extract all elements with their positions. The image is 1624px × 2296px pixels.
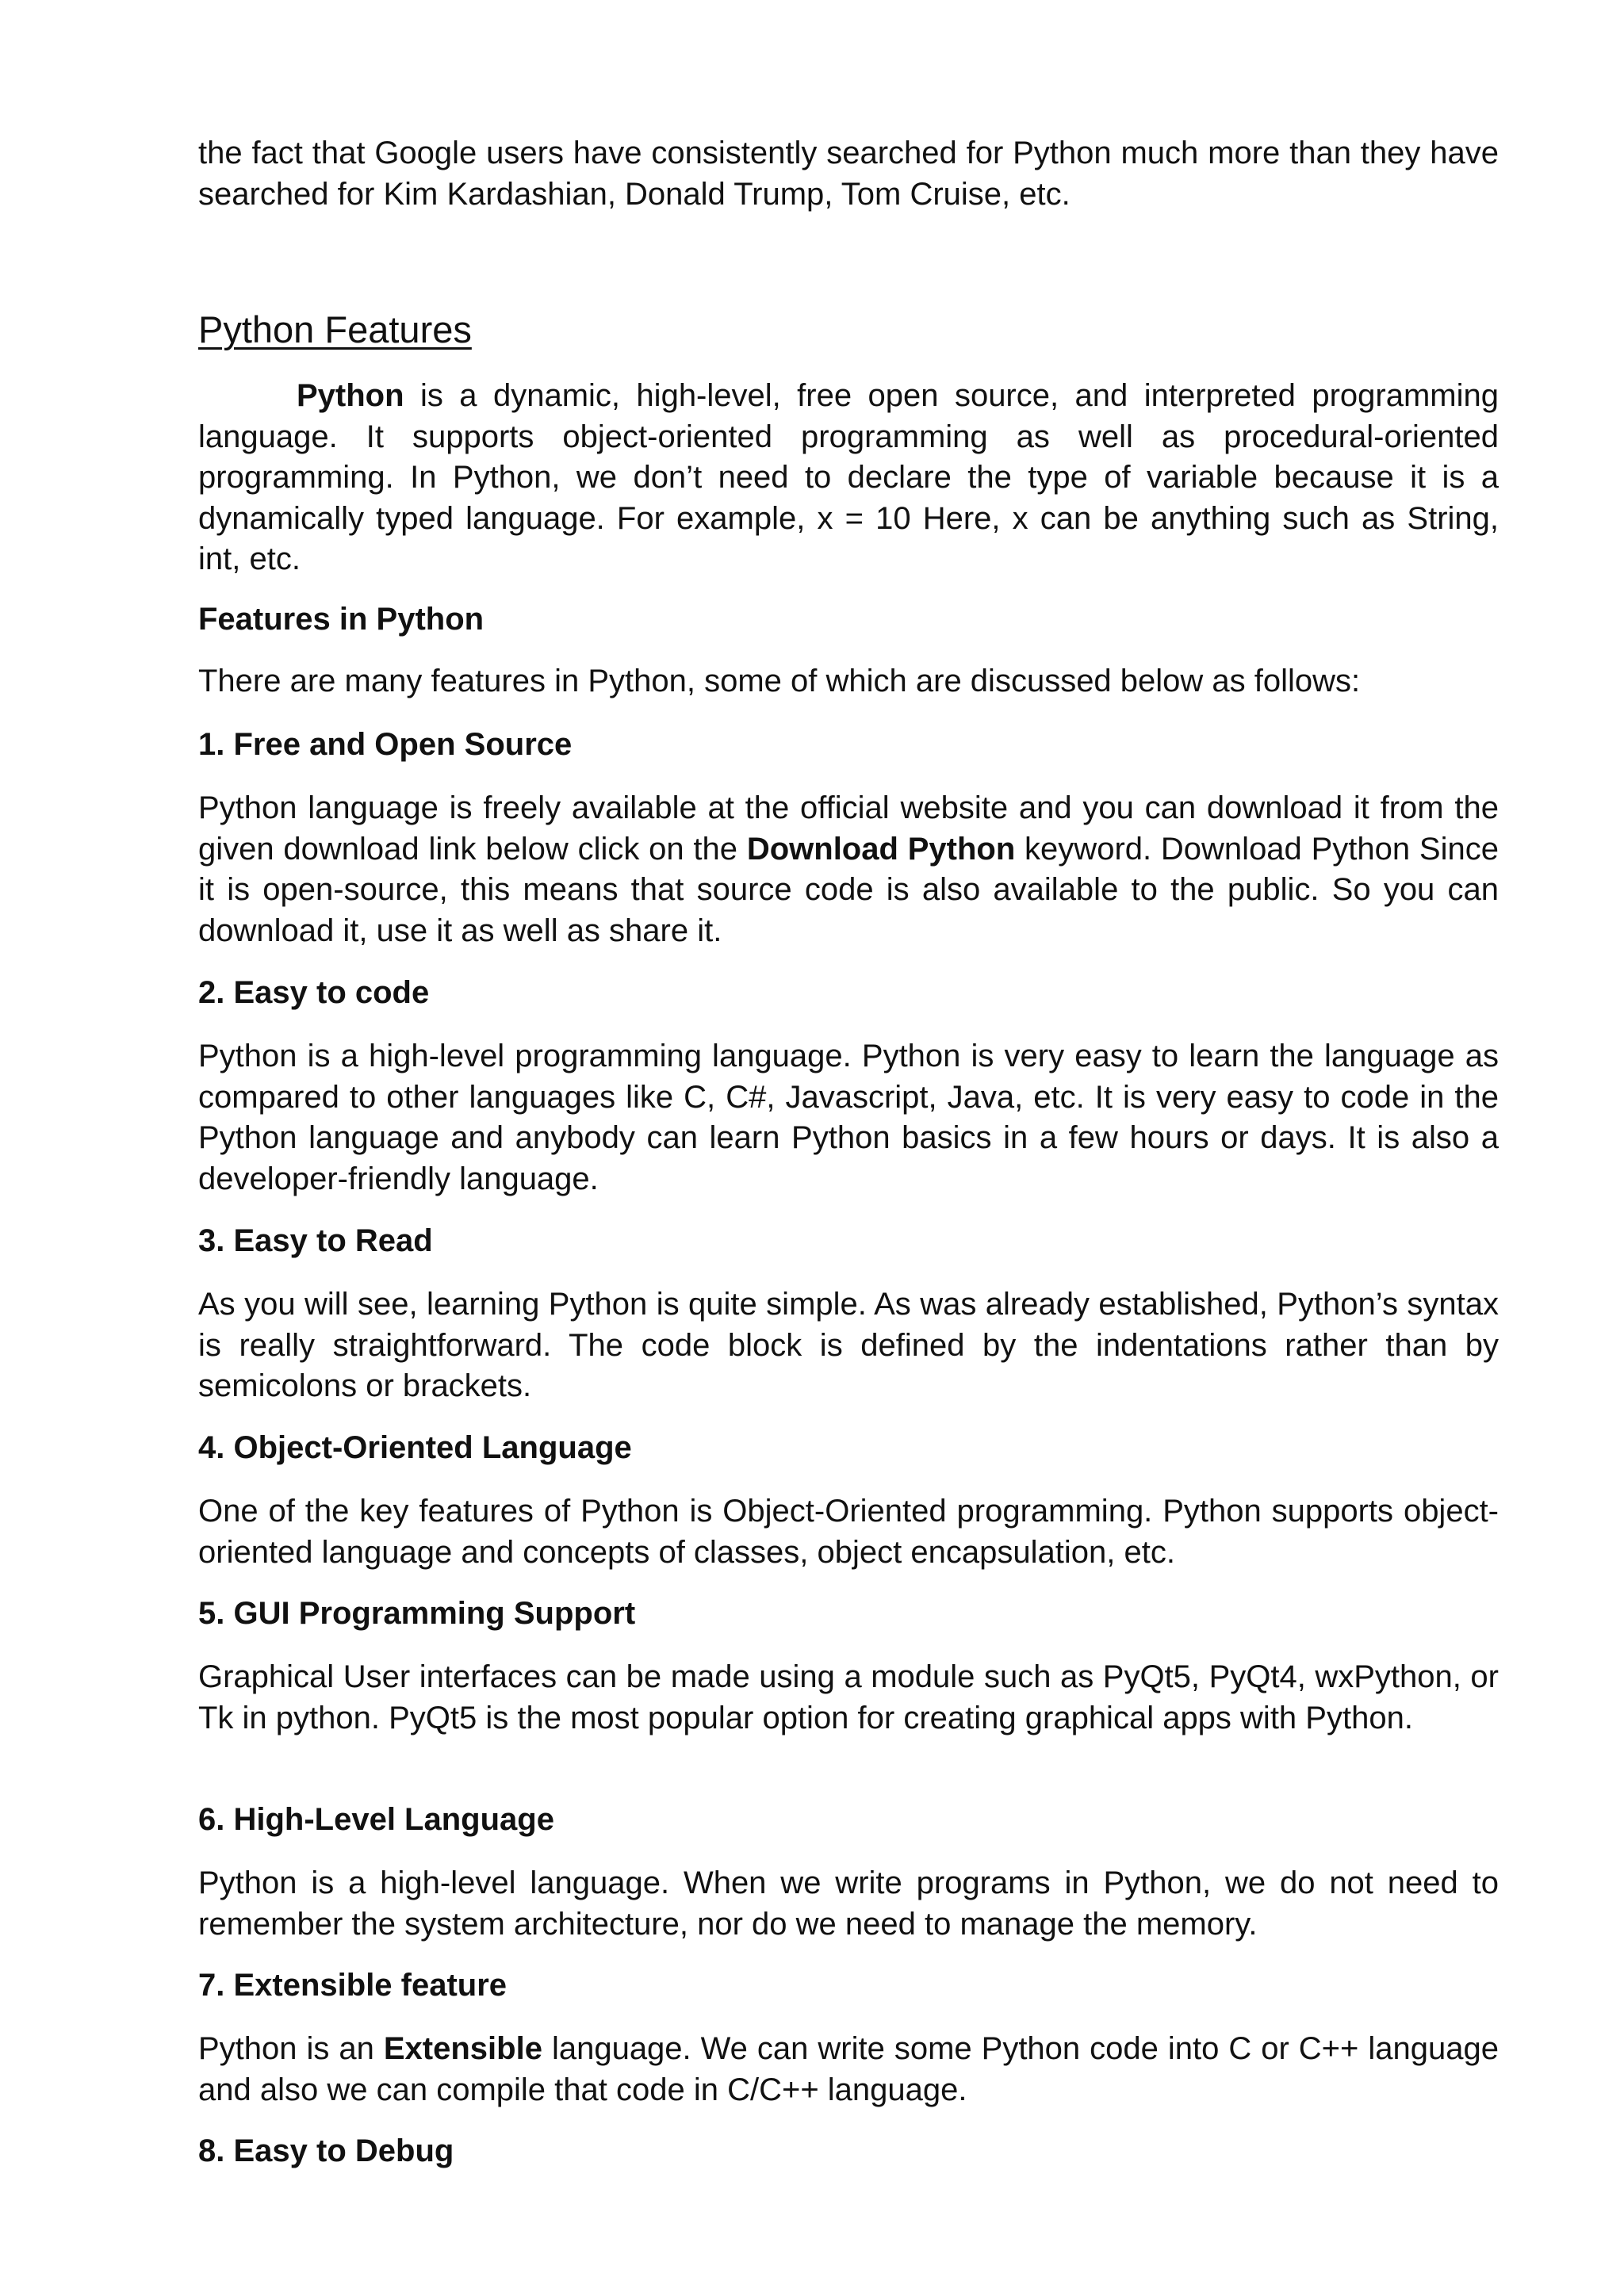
feature-heading-6: 6. High-Level Language	[198, 1802, 554, 1837]
feature-paragraph-5: Graphical User interfaces can be made using a module such as PyQt5, PyQt4, wxPython, or Tk in python. PyQt5 is the most popular option for creating graphical apps with Python.	[198, 1659, 1499, 1735]
features-heading: Features in Python	[198, 602, 485, 637]
section-title: Python Features	[198, 308, 472, 350]
feature-heading-8: 8. Easy to Debug	[198, 2133, 454, 2168]
overview-paragraph	[198, 376, 1499, 580]
feature-bold-term: Download Python	[746, 831, 1016, 867]
feature-paragraph-1	[198, 788, 1499, 951]
feature-heading-1: 1. Free and Open Source	[198, 727, 573, 762]
feature-paragraph-3: As you will see, learning Python is quite simple. As was already established, Python’s syntax is really straightforward. The code block is defined by the indentations rather than by semicolons or brackets.	[198, 1287, 1499, 1403]
feature-bold-term: Extensible	[383, 2031, 542, 2066]
overview-text: is a dynamic, high-level, free open source, and interpreted programming language. It supports object-oriented programming as well as procedural-oriented programming. In Python, we don’t need to declare the type of variable because it is a dynamically typed language. For example, x = 10 Here, x can be anything such as String, int, etc.	[198, 378, 1499, 576]
feature-heading-2: 2. Easy to code	[198, 975, 430, 1010]
feature-text: keyword. Download Python Since it is open-source, this means that source code is also available to the public. So you can download it, use it as well as share it.	[198, 831, 1499, 948]
features-intro: There are many features in Python, some of which are discussed below as follows:	[198, 664, 1361, 698]
feature-paragraph-7	[198, 2029, 1499, 2110]
feature-text: Python language is freely available at the official website and you can download it from the given download link below click on the	[198, 790, 1499, 867]
feature-heading-3: 3. Easy to Read	[198, 1223, 433, 1258]
feature-text: Python is an	[198, 2031, 384, 2066]
intro-continued-paragraph: the fact that Google users have consistently searched for Python much more than they have searched for Kim Kardashian, Donald Trump, Tom Cruise, etc.	[198, 136, 1499, 212]
feature-heading-5: 5. GUI Programming Support	[198, 1596, 636, 1631]
overview-bold-lead: Python	[297, 378, 404, 413]
feature-text: language. We can write some Python code into C or C++ language and also we can compile that code in C/C++ language.	[198, 2031, 1499, 2107]
feature-heading-4: 4. Object-Oriented Language	[198, 1430, 632, 1465]
feature-paragraph-2: Python is a high-level programming language. Python is very easy to learn the language as compared to other languages like C, C#, Javascript, Java, etc. It is very easy to code in the Python language and anybody can learn Python basics in a few hours or days. It is also a developer-friendly language.	[198, 1039, 1499, 1196]
feature-paragraph-6: Python is a high-level language. When we write programs in Python, we do not need to remember the system architecture, nor do we need to manage the memory.	[198, 1866, 1499, 1942]
feature-heading-7: 7. Extensible feature	[198, 1968, 508, 2003]
feature-paragraph-4: One of the key features of Python is Object-Oriented programming. Python supports object-oriented language and concepts of classes, object encapsulation, etc.	[198, 1494, 1499, 1570]
